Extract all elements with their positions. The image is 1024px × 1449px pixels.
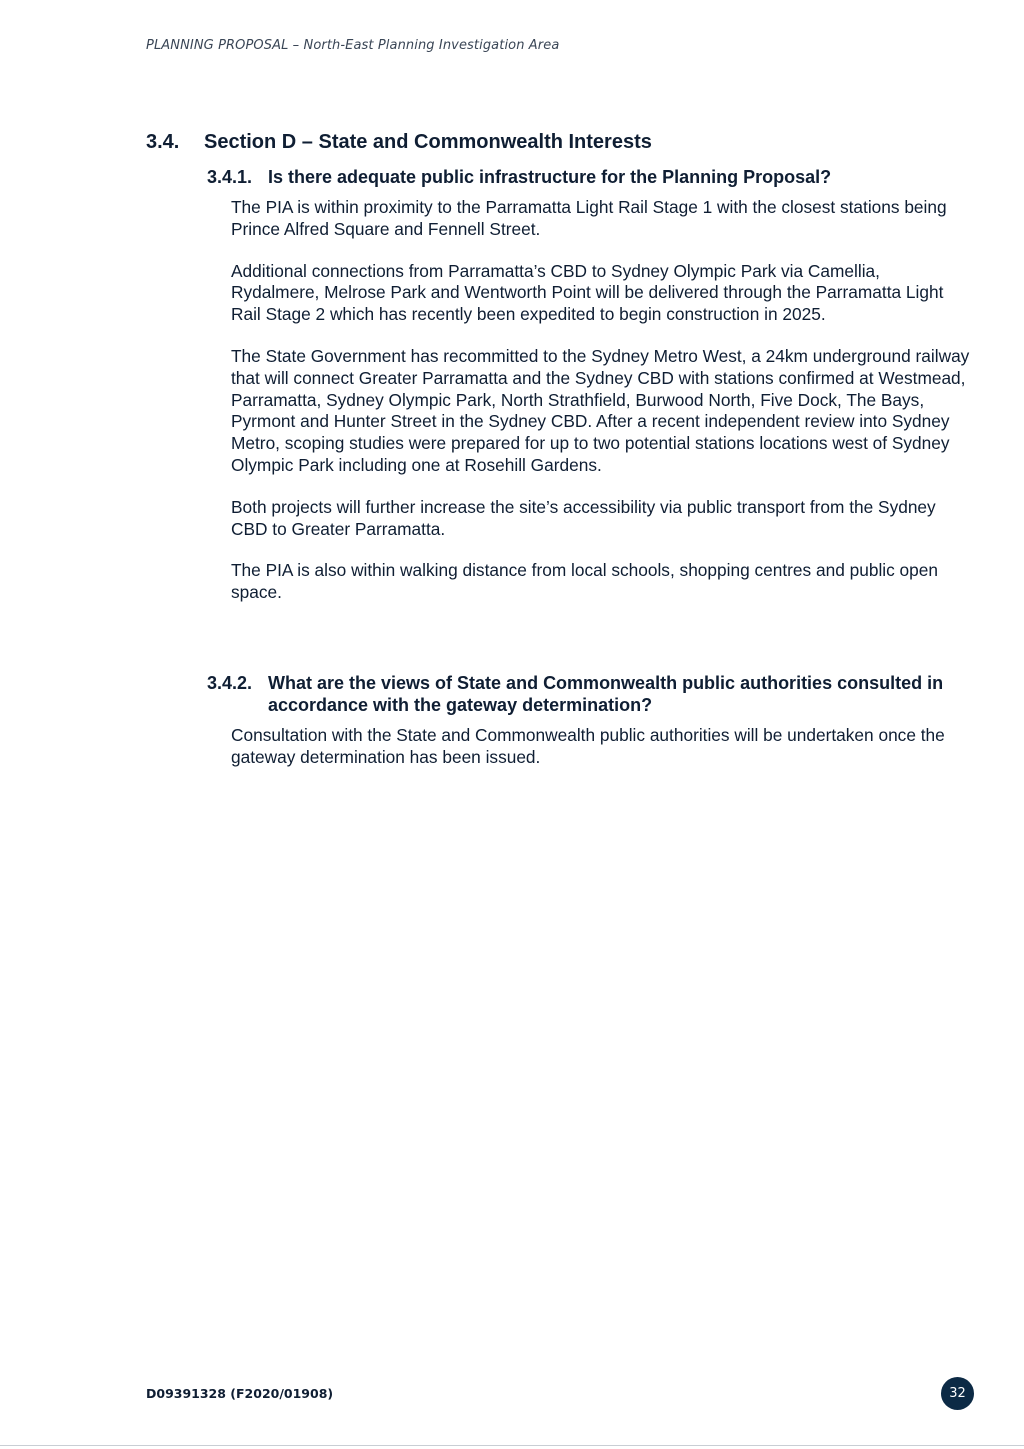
- paragraph: Additional connections from Parramatta’s CBD to Sydney Olympic Park via Camellia, Rydalmere, Melrose Park and Wentworth Point will be delivered through the Parramatta Light Rail Stage 2 which has recently been expedited to begin construction in 2025.: [231, 260, 944, 325]
- running-header: PLANNING PROPOSAL – North-East Planning Investigation Area: [146, 38, 560, 53]
- paragraph: The PIA is also within walking distance from local schools, shopping centres and public open space.: [231, 560, 939, 603]
- subsection-body: [231, 197, 971, 604]
- document-reference: D09391328 (F2020/01908): [146, 1386, 334, 1401]
- paragraph: The State Government has recommitted to the Sydney Metro West, a 24km underground railway that will connect Greater Parramatta and the Sydney CBD with stations confirmed at Westmead, Parramatta, Sydney Olympic Park, North Strathfield, Burwood North, Five Dock, The Bays, Pyrmont and Hunter Street in the Sydney CBD. After a recent independent review into Sydney Metro, scoping studies were prepared for up to two potential stations locations west of Sydney Olympic Park including one at Rosehill Gardens.: [231, 345, 970, 475]
- paragraph: The PIA is within proximity to the Parramatta Light Rail Stage 1 with the closest stations being Prince Alfred Square and Fennell Street.: [231, 197, 947, 239]
- subsection-public-infrastructure: [207, 166, 970, 624]
- subsection-number: 3.4.1.: [207, 167, 253, 187]
- subsection-title: What are the views of State and Commonwealth public authorities consulted in accordance with the gateway determination?: [268, 673, 944, 715]
- section-number: 3.4.: [146, 131, 180, 153]
- subsection-body: [231, 725, 971, 769]
- subsection-heading: [207, 166, 967, 188]
- subsection-heading: [207, 672, 967, 716]
- bottom-divider: [0, 1445, 1024, 1446]
- subsection-authority-views: [207, 672, 967, 789]
- page-number-badge: 32: [941, 1377, 974, 1410]
- subsection-number: 3.4.2.: [207, 673, 253, 693]
- section-heading: [146, 131, 652, 154]
- paragraph: Consultation with the State and Commonwealth public authorities will be undertaken once the gateway determination has been issued.: [231, 725, 945, 767]
- paragraph: Both projects will further increase the site’s accessibility via public transport from the Sydney CBD to Greater Parramatta.: [231, 496, 936, 539]
- subsection-title: Is there adequate public infrastructure for the Planning Proposal?: [268, 167, 832, 187]
- section-title: Section D – State and Commonwealth Interests: [204, 131, 652, 153]
